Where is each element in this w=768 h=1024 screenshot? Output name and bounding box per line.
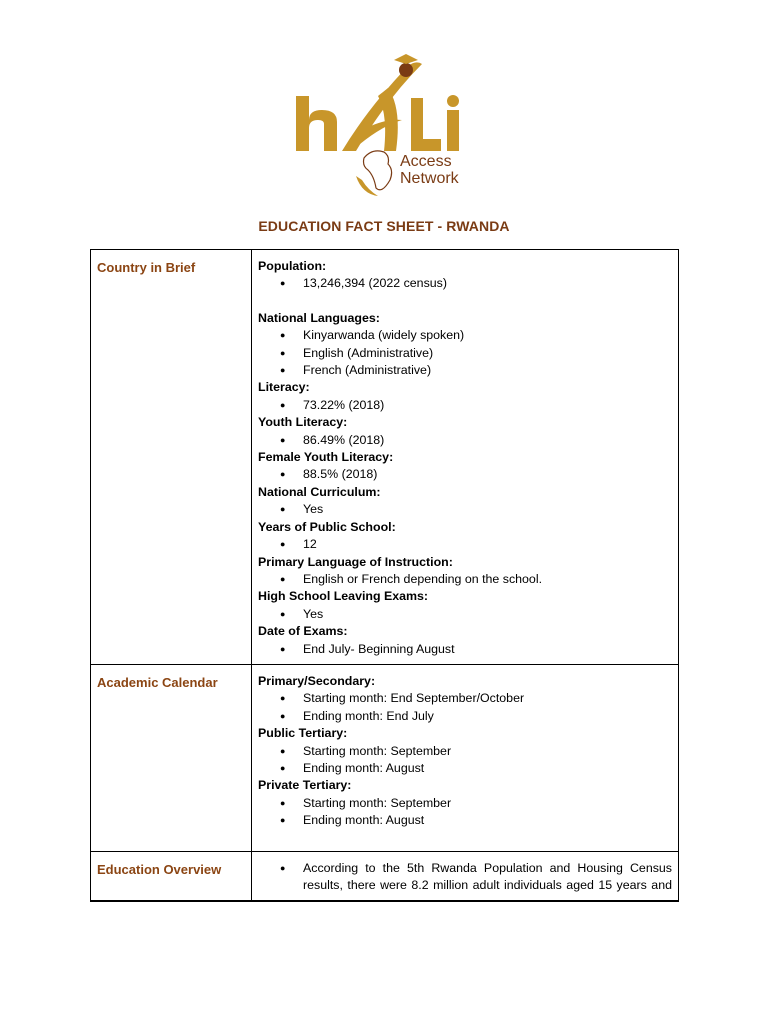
date-of-exams-list: [258, 641, 672, 658]
education-overview-list: [258, 860, 672, 895]
row-content-cell: [252, 665, 679, 852]
row-label-academic-calendar: Academic Calendar: [97, 675, 218, 690]
field-label-primary-secondary: Primary/Secondary:: [258, 674, 376, 688]
field-label-population: Population:: [258, 259, 327, 273]
table-row-education-overview: [91, 852, 679, 902]
row-label-cell: [91, 852, 252, 902]
list-item: ● Yes: [258, 606, 672, 623]
field-label-private-tertiary: Private Tertiary:: [258, 778, 352, 793]
education-overview-content: [252, 852, 678, 900]
field-label-primary-language: Primary Language of Instruction:: [258, 554, 453, 569]
document-title: EDUCATION FACT SHEET - RWANDA: [258, 218, 510, 234]
literacy-list: [258, 397, 672, 414]
years-public-school-list: [258, 536, 672, 553]
field-label-national-languages: National Languages:: [258, 310, 380, 325]
fact-sheet-table: [90, 249, 679, 902]
field-label-female-youth-literacy: Female Youth Literacy:: [258, 450, 394, 465]
list-item: ● 86.49% (2018): [258, 432, 672, 449]
list-item: ● 12: [258, 536, 672, 553]
private-tertiary-list: [258, 795, 672, 830]
spacer: [258, 293, 672, 310]
field-label-years-public-school: Years of Public School:: [258, 519, 396, 534]
list-item: ● Ending month: August: [258, 760, 672, 777]
list-item: ● Kinyarwanda (widely spoken): [258, 327, 672, 344]
national-curriculum-list: [258, 501, 672, 518]
leaving-exams-list: [258, 606, 672, 623]
population-list: [258, 275, 672, 292]
list-item: ● 73.22% (2018): [258, 397, 672, 414]
female-youth-literacy-list: [258, 466, 672, 483]
list-item: ● Ending month: End July: [258, 708, 672, 725]
list-item: ● Starting month: September: [258, 743, 672, 760]
list-item: ● English or French depending on the school.: [258, 571, 672, 588]
row-content-cell: [252, 852, 679, 902]
table-row-academic-calendar: [91, 665, 679, 852]
youth-literacy-list: [258, 432, 672, 449]
country-in-brief-content: [252, 250, 678, 664]
table-row-country-in-brief: [91, 250, 679, 665]
list-item: ● 88.5% (2018): [258, 466, 672, 483]
list-item: ● Yes: [258, 501, 672, 518]
academic-calendar-content: [252, 665, 678, 851]
row-content-cell: [252, 250, 679, 665]
list-item: ● End July- Beginning August: [258, 641, 672, 658]
hali-access-network-logo: [290, 48, 480, 198]
languages-list: [258, 327, 672, 379]
list-item: ● English (Administrative): [258, 345, 672, 362]
list-item: ● According to the 5th Rwanda Population and Housing Census results, there were 8.2 million adult individuals aged 15 years and: [258, 860, 672, 895]
list-item: ● Starting month: End September/October: [258, 690, 672, 707]
field-label-national-curriculum: National Curriculum:: [258, 484, 381, 499]
list-item: ● 13,246,394 (2022 census): [258, 275, 672, 292]
logo-tagline-network: Network: [400, 170, 459, 187]
row-label-country-in-brief: Country in Brief: [97, 260, 196, 275]
logo-tagline-access: Access: [400, 153, 452, 170]
field-label-youth-literacy: Youth Literacy:: [258, 415, 348, 430]
list-item: ● Ending month: August: [258, 812, 672, 829]
logo-graphic: [290, 48, 480, 198]
field-label-public-tertiary: Public Tertiary:: [258, 726, 348, 741]
row-label-cell: [91, 665, 252, 852]
primary-language-list: [258, 571, 672, 588]
list-item: ● Starting month: September: [258, 795, 672, 812]
public-tertiary-list: [258, 743, 672, 778]
list-item: ● French (Administrative): [258, 362, 672, 379]
field-label-date-of-exams: Date of Exams:: [258, 624, 348, 639]
primary-secondary-list: [258, 690, 672, 725]
field-label-leaving-exams: High School Leaving Exams:: [258, 589, 429, 604]
row-label-education-overview: Education Overview: [97, 862, 222, 877]
field-label-literacy: Literacy:: [258, 380, 310, 395]
row-label-cell: [91, 250, 252, 665]
